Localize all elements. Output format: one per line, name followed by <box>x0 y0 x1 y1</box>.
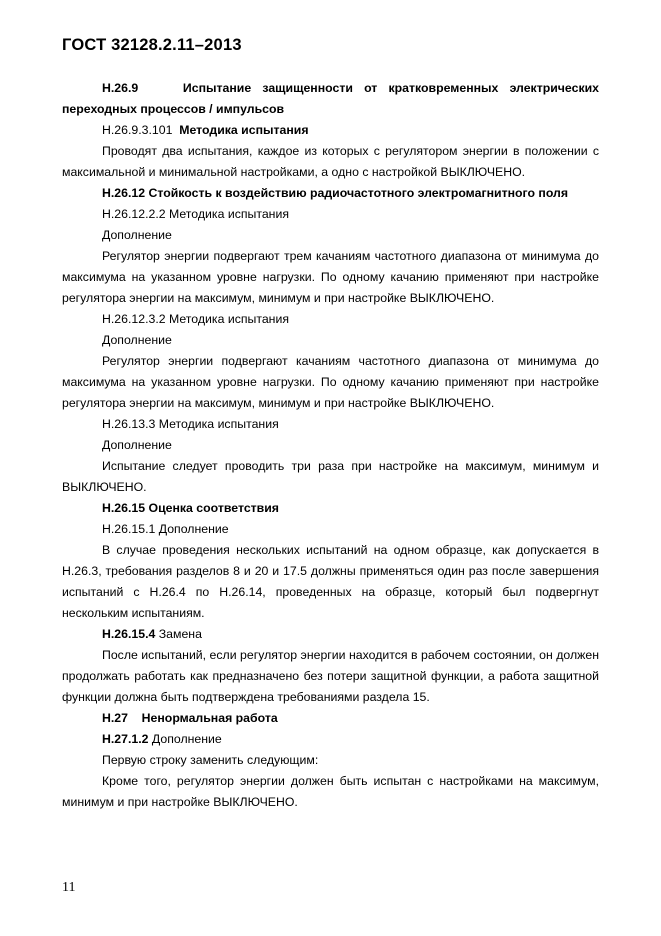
section-title: Дополнение <box>151 732 222 746</box>
section-number: Н.27.1.2 <box>102 732 149 746</box>
paragraph: Н.26.12.2.2 Методика испытания <box>102 207 289 221</box>
paragraph: После испытаний, если регулятор энергии находится в рабочем состоянии, он должен продолжать работать как предназначено без потери защитной функции, а работа защитной функции должна быть подтверждена требованиями раздела 15. <box>62 648 599 704</box>
section-number: Н.27 <box>102 711 128 725</box>
section-title: Испытание защищенности от кратковременных электрических переходных процессов / импульсов <box>62 81 599 116</box>
paragraph: Н.26.15.1 Дополнение <box>102 522 229 536</box>
section-heading <box>62 498 599 519</box>
paragraph: Регулятор энергии подвергают трем качаниям частотного диапазона от минимума до максимума на указанном уровне нагрузки. По одному качанию применяют при настройке регулятора энергии на максимум, минимум и при настройке ВЫКЛЮЧЕНО. <box>62 249 599 305</box>
section-title: Ненормальная работа <box>141 711 278 725</box>
paragraph: Проводят два испытания, каждое из которых с регулятором энергии в положении с максимальной и минимальной настройками, а одно с настройкой ВЫКЛЮЧЕНО. <box>62 144 599 179</box>
paragraph: Н.26.12.3.2 Методика испытания <box>102 312 289 326</box>
page-number: 11 <box>62 880 76 895</box>
paragraph: Кроме того, регулятор энергии должен быть испытан с настройками на максимум, минимум и при настройке ВЫКЛЮЧЕНО. <box>62 774 599 809</box>
section-heading <box>62 183 599 204</box>
paragraph: Первую строку заменить следующим: <box>102 753 319 767</box>
section-number: Н.26.15 <box>102 501 146 515</box>
section-title: Стойкость к воздействию радиочастотного электромагнитного поля <box>148 186 569 200</box>
section-heading <box>62 708 599 729</box>
section-title: Оценка соответствия <box>148 501 279 515</box>
standard-header: ГОСТ 32128.2.11–2013 <box>62 36 242 54</box>
paragraph: Испытание следует проводить три раза при настройке на максимум, минимум и ВЫКЛЮЧЕНО. <box>62 459 599 494</box>
section-number: Н.26.12 <box>102 186 146 200</box>
section-title: Замена <box>158 627 202 641</box>
subsection-heading <box>62 729 599 750</box>
paragraph: Регулятор энергии подвергают качаниям частотного диапазона от минимума до максимума на указанном уровне нагрузки. По одному качанию применяют при настройке регулятора энергии на максимум, минимум и при настройке ВЫКЛЮЧЕНО. <box>62 354 599 410</box>
section-title: Методика испытания <box>179 123 309 137</box>
paragraph: В случае проведения нескольких испытаний на одном образце, как допускается в Н.26.3, требования разделов 8 и 20 и 17.5 должны применяться один раз после завершения испытаний с Н.26.4 по Н.26.14, проведенных на образце, который был подвергнут нескольким испытаниям. <box>62 543 599 620</box>
paragraph: Дополнение <box>102 438 172 452</box>
subsection-heading <box>62 120 599 141</box>
section-number: Н.26.15.4 <box>102 627 156 641</box>
paragraph: Дополнение <box>102 333 172 347</box>
paragraph: Дополнение <box>102 228 172 242</box>
section-heading <box>62 78 599 120</box>
document-body <box>62 78 599 813</box>
subsection-heading <box>62 624 599 645</box>
paragraph: Н.26.13.3 Методика испытания <box>102 417 279 431</box>
section-number: Н.26.9.3.101 <box>102 123 173 137</box>
section-number: Н.26.9 <box>102 81 139 95</box>
